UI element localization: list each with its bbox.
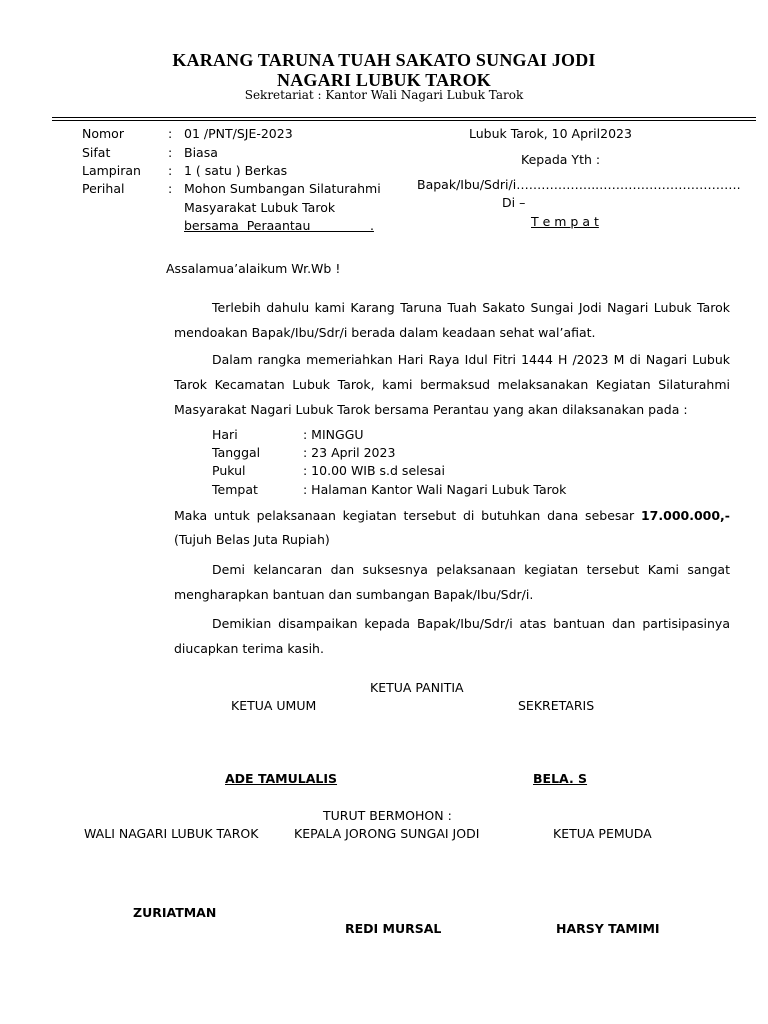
meta-value-perihal: Mohon Sumbangan Silaturahmi [184,181,381,196]
meta-label: Lampiran [82,163,141,178]
salutation: Assalamua’alaikum Wr.Wb ! [166,261,341,276]
event-value-tempat: : Halaman Kantor Wali Nagari Lubuk Tarok [303,482,567,497]
funding-text: Maka untuk pelaksanaan kegiatan tersebut di butuhkan dana sebesar [174,508,635,523]
paragraph-event-intro: Dalam rangka memeriahkan Hari Raya Idul Fitri 1444 H /2023 M di Nagari Lubuk Tarok Kecamatan Lubuk Tarok, kami bermaksud melaksanakan Kegiatan Silaturahmi Masyarakat Nagari Lubuk Tarok bersama Perantau yang akan dilaksanakan pada : [174,352,730,417]
meta-colon: : [168,181,173,196]
sekretaris-title: SEKRETARIS [518,698,595,713]
place-date: Lubuk Tarok, 10 April2023 [469,126,632,141]
kepala-jorong-title: KEPALA JORONG SUNGAI JODI [294,826,480,841]
meta-label: Nomor [82,126,124,141]
kepala-jorong-name: REDI MURSAL [345,921,442,936]
funding-amount: 17.000.000,- [640,508,730,523]
org-name-line2: NAGARI LUBUK TAROK [277,70,491,90]
meta-colon: : [168,145,173,160]
meta-colon: : [168,126,173,141]
meta-label: Perihal [82,181,125,196]
event-label-tempat: Tempat [212,482,258,497]
recipient-name: Bapak/Ibu/Sdri/i………………..……………………………. [417,177,741,192]
meta-label: Sifat [82,145,111,160]
event-value-hari: : MINGGU [303,427,364,442]
meta-value-sifat: Biasa [184,145,218,160]
secretariat-address: Sekretariat : Kantor Wali Nagari Lubuk Tarok [244,88,524,102]
recipient-di: Di – [502,195,526,210]
wali-nagari-name: ZURIATMAN [133,905,217,920]
committee-title: KETUA PANITIA [370,680,464,695]
wali-nagari-title: WALI NAGARI LUBUK TAROK [84,826,259,841]
event-value-tanggal: : 23 April 2023 [303,445,396,460]
turut-bermohon: TURUT BERMOHON : [323,808,452,823]
perihal-line2: Masyarakat Lubuk Tarok [184,200,336,215]
ketua-umum-name: ADE TAMULALIS [225,771,338,786]
ketua-umum-title: KETUA UMUM [231,698,317,713]
meta-value-nomor: 01 /PNT/SJE-2023 [184,126,293,141]
paragraph-closing: Demikian disampaikan kepada Bapak/Ibu/Sdr/i atas bantuan dan partisipasinya diucapkan terima kasih. [174,616,730,656]
event-value-pukul: : 10.00 WIB s.d selesai [303,463,445,478]
paragraph-support: Demi kelancaran dan suksesnya pelaksanaan kegiatan tersebut Kami sangat mengharapkan bantuan dan sumbangan Bapak/Ibu/Sdr/i. [174,562,730,602]
recipient-kepada: Kepada Yth : [521,152,601,167]
org-name-line1: KARANG TARUNA TUAH SAKATO SUNGAI JODI [172,50,596,70]
ketua-pemuda-title: KETUA PEMUDA [553,826,652,841]
header-divider-top [52,117,756,118]
recipient-tempat: T e m p a t [531,214,599,229]
event-label-pukul: Pukul [212,463,246,478]
event-label-tanggal: Tanggal [212,445,261,460]
paragraph-opening: Terlebih dahulu kami Karang Taruna Tuah Sakato Sungai Jodi Nagari Lubuk Tarok mendoakan Bapak/Ibu/Sdr/i berada dalam keadaan sehat wal’afiat. [174,300,730,340]
paragraph-funding [174,503,730,528]
meta-colon: : [168,163,173,178]
ketua-pemuda-name: HARSY TAMIMI [556,921,660,936]
meta-value-lampiran: 1 ( satu ) Berkas [184,163,288,178]
event-label-hari: Hari [212,427,238,442]
header-divider-bottom [52,120,756,121]
sekretaris-name: BELA. S [533,771,588,786]
perihal-line3: bersama Peraantau . [184,218,374,233]
funding-amount-words: (Tujuh Belas Juta Rupiah) [174,532,330,547]
